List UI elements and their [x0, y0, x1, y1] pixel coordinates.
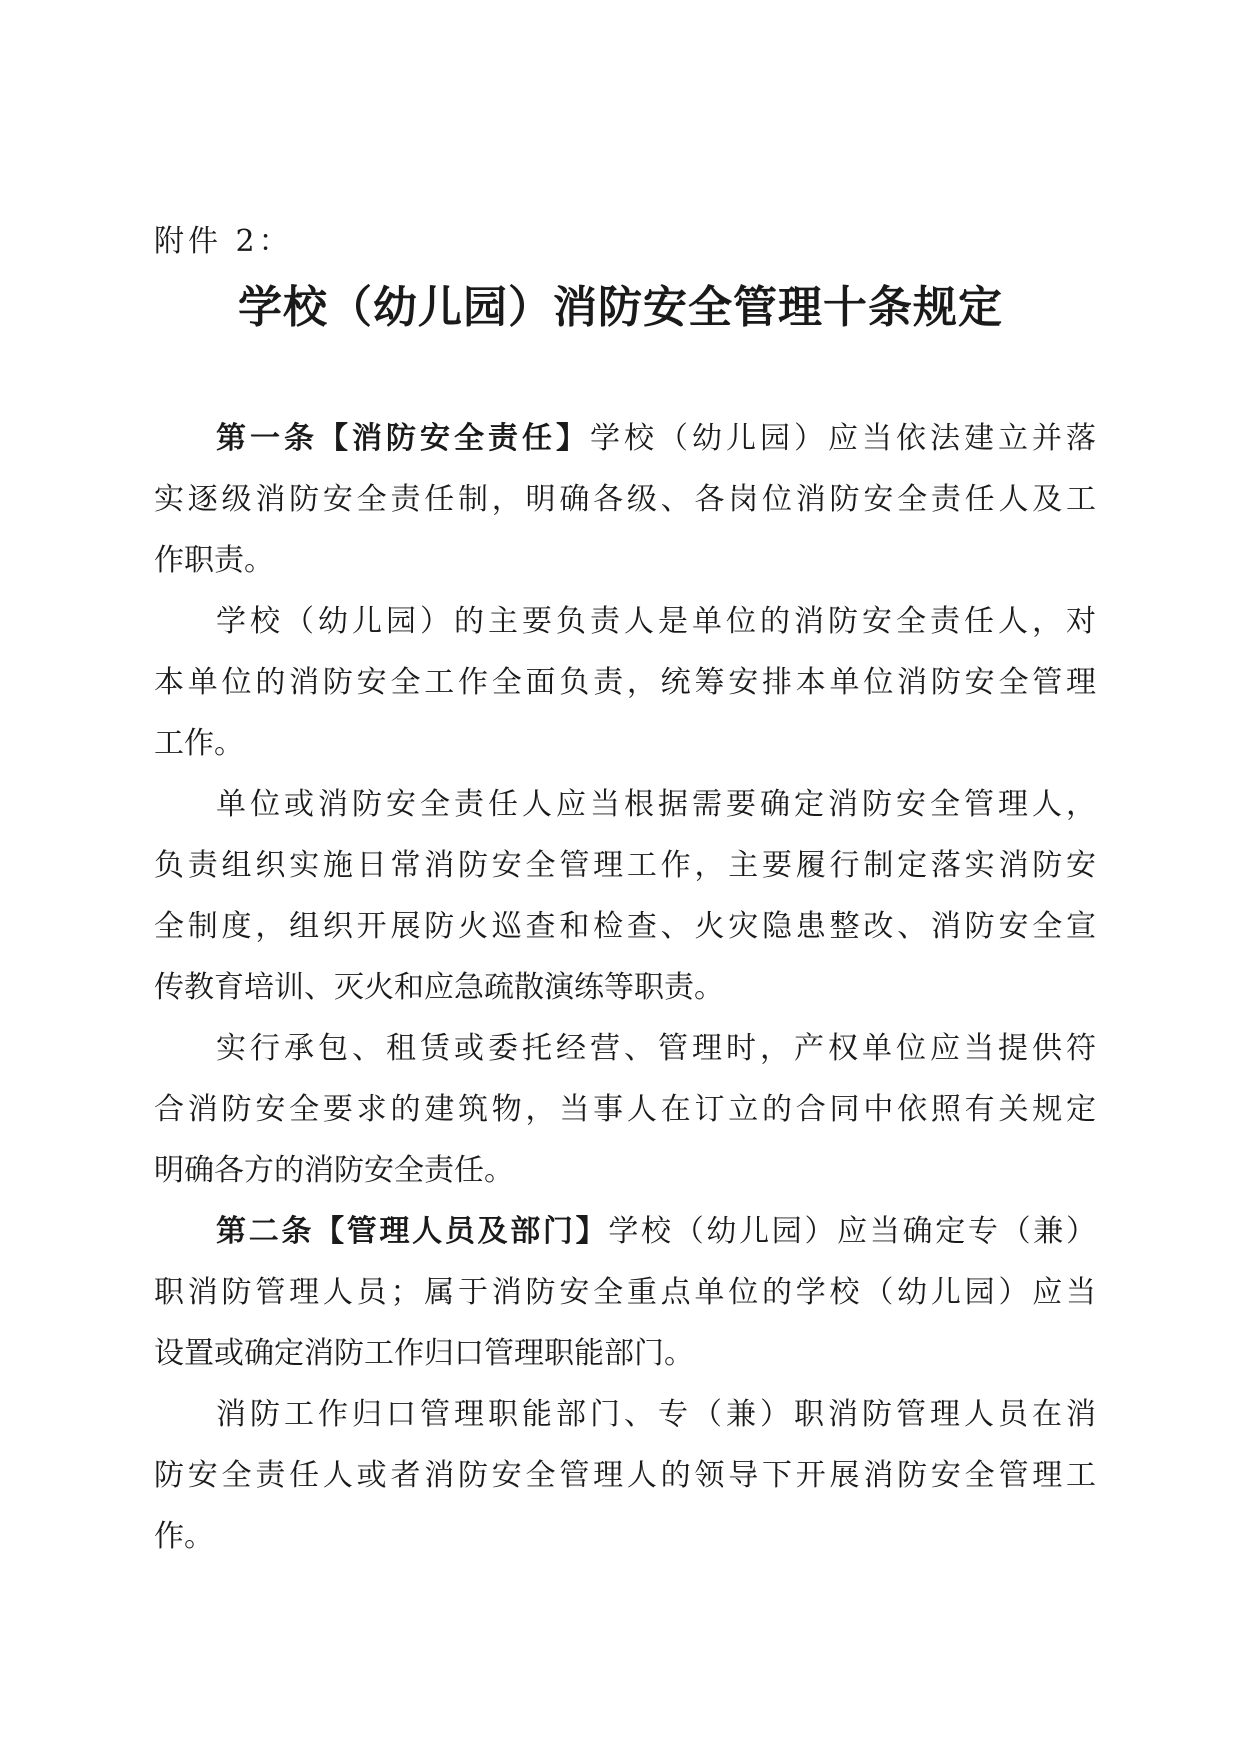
article-2-paragraph-2	[154, 1384, 1096, 1567]
text-line	[154, 408, 1096, 469]
text-line: 明确各方的消防安全责任。	[154, 1153, 514, 1188]
text-line: 学校（幼儿园）的主要负责人是单位的消防安全责任人，对	[216, 604, 1096, 639]
text-line: 负责组织实施日常消防安全管理工作，主要履行制定落实消防安	[154, 848, 1096, 883]
text-line: 作。	[154, 1519, 214, 1554]
text-line: 传教育培训、灭火和应急疏散演练等职责。	[154, 970, 724, 1005]
text-line: 全制度，组织开展防火巡查和检查、火灾隐患整改、消防安全宣	[154, 909, 1096, 944]
article-1	[154, 408, 1096, 1201]
text-line: 合消防安全要求的建筑物，当事人在订立的合同中依照有关规定	[154, 1092, 1096, 1127]
text-line: 本单位的消防安全工作全面负责，统筹安排本单位消防安全管理	[154, 665, 1096, 700]
article-heading: 【消防安全责任】	[318, 421, 590, 456]
document-title: 学校（幼儿园）消防安全管理十条规定	[238, 282, 1003, 333]
article-1-paragraph-4	[154, 1018, 1096, 1201]
attachment-label: 附件 2：	[154, 224, 293, 259]
text-line: 作职责。	[154, 543, 274, 578]
text-line: 防安全责任人或者消防安全管理人的领导下开展消防安全管理工	[154, 1458, 1096, 1493]
text-line: 设置或确定消防工作归口管理职能部门。	[154, 1336, 694, 1371]
text-line: 单位或消防安全责任人应当根据需要确定消防安全管理人，	[216, 787, 1096, 822]
text-line: 工作。	[154, 726, 244, 761]
article-2	[154, 1201, 1096, 1567]
text-segment: 学校（幼儿园）应当依法建立并落	[590, 421, 1096, 456]
text-line	[154, 1201, 1096, 1262]
article-heading: 【管理人员及部门】	[314, 1214, 609, 1249]
article-1-paragraph-1	[154, 408, 1096, 591]
text-segment: 学校（幼儿园）应当确定专（兼）	[608, 1214, 1096, 1249]
article-1-paragraph-3	[154, 774, 1096, 1018]
text-line: 实行承包、租赁或委托经营、管理时，产权单位应当提供符	[216, 1031, 1096, 1066]
article-number: 第一条	[216, 421, 318, 456]
article-number: 第二条	[216, 1214, 315, 1249]
document-body	[154, 408, 1096, 1567]
text-line: 实逐级消防安全责任制，明确各级、各岗位消防安全责任人及工	[154, 482, 1096, 517]
text-line: 职消防管理人员；属于消防安全重点单位的学校（幼儿园）应当	[154, 1275, 1096, 1310]
article-1-paragraph-2	[154, 591, 1096, 774]
text-line: 消防工作归口管理职能部门、专（兼）职消防管理人员在消	[216, 1397, 1096, 1432]
article-2-paragraph-1	[154, 1201, 1096, 1384]
